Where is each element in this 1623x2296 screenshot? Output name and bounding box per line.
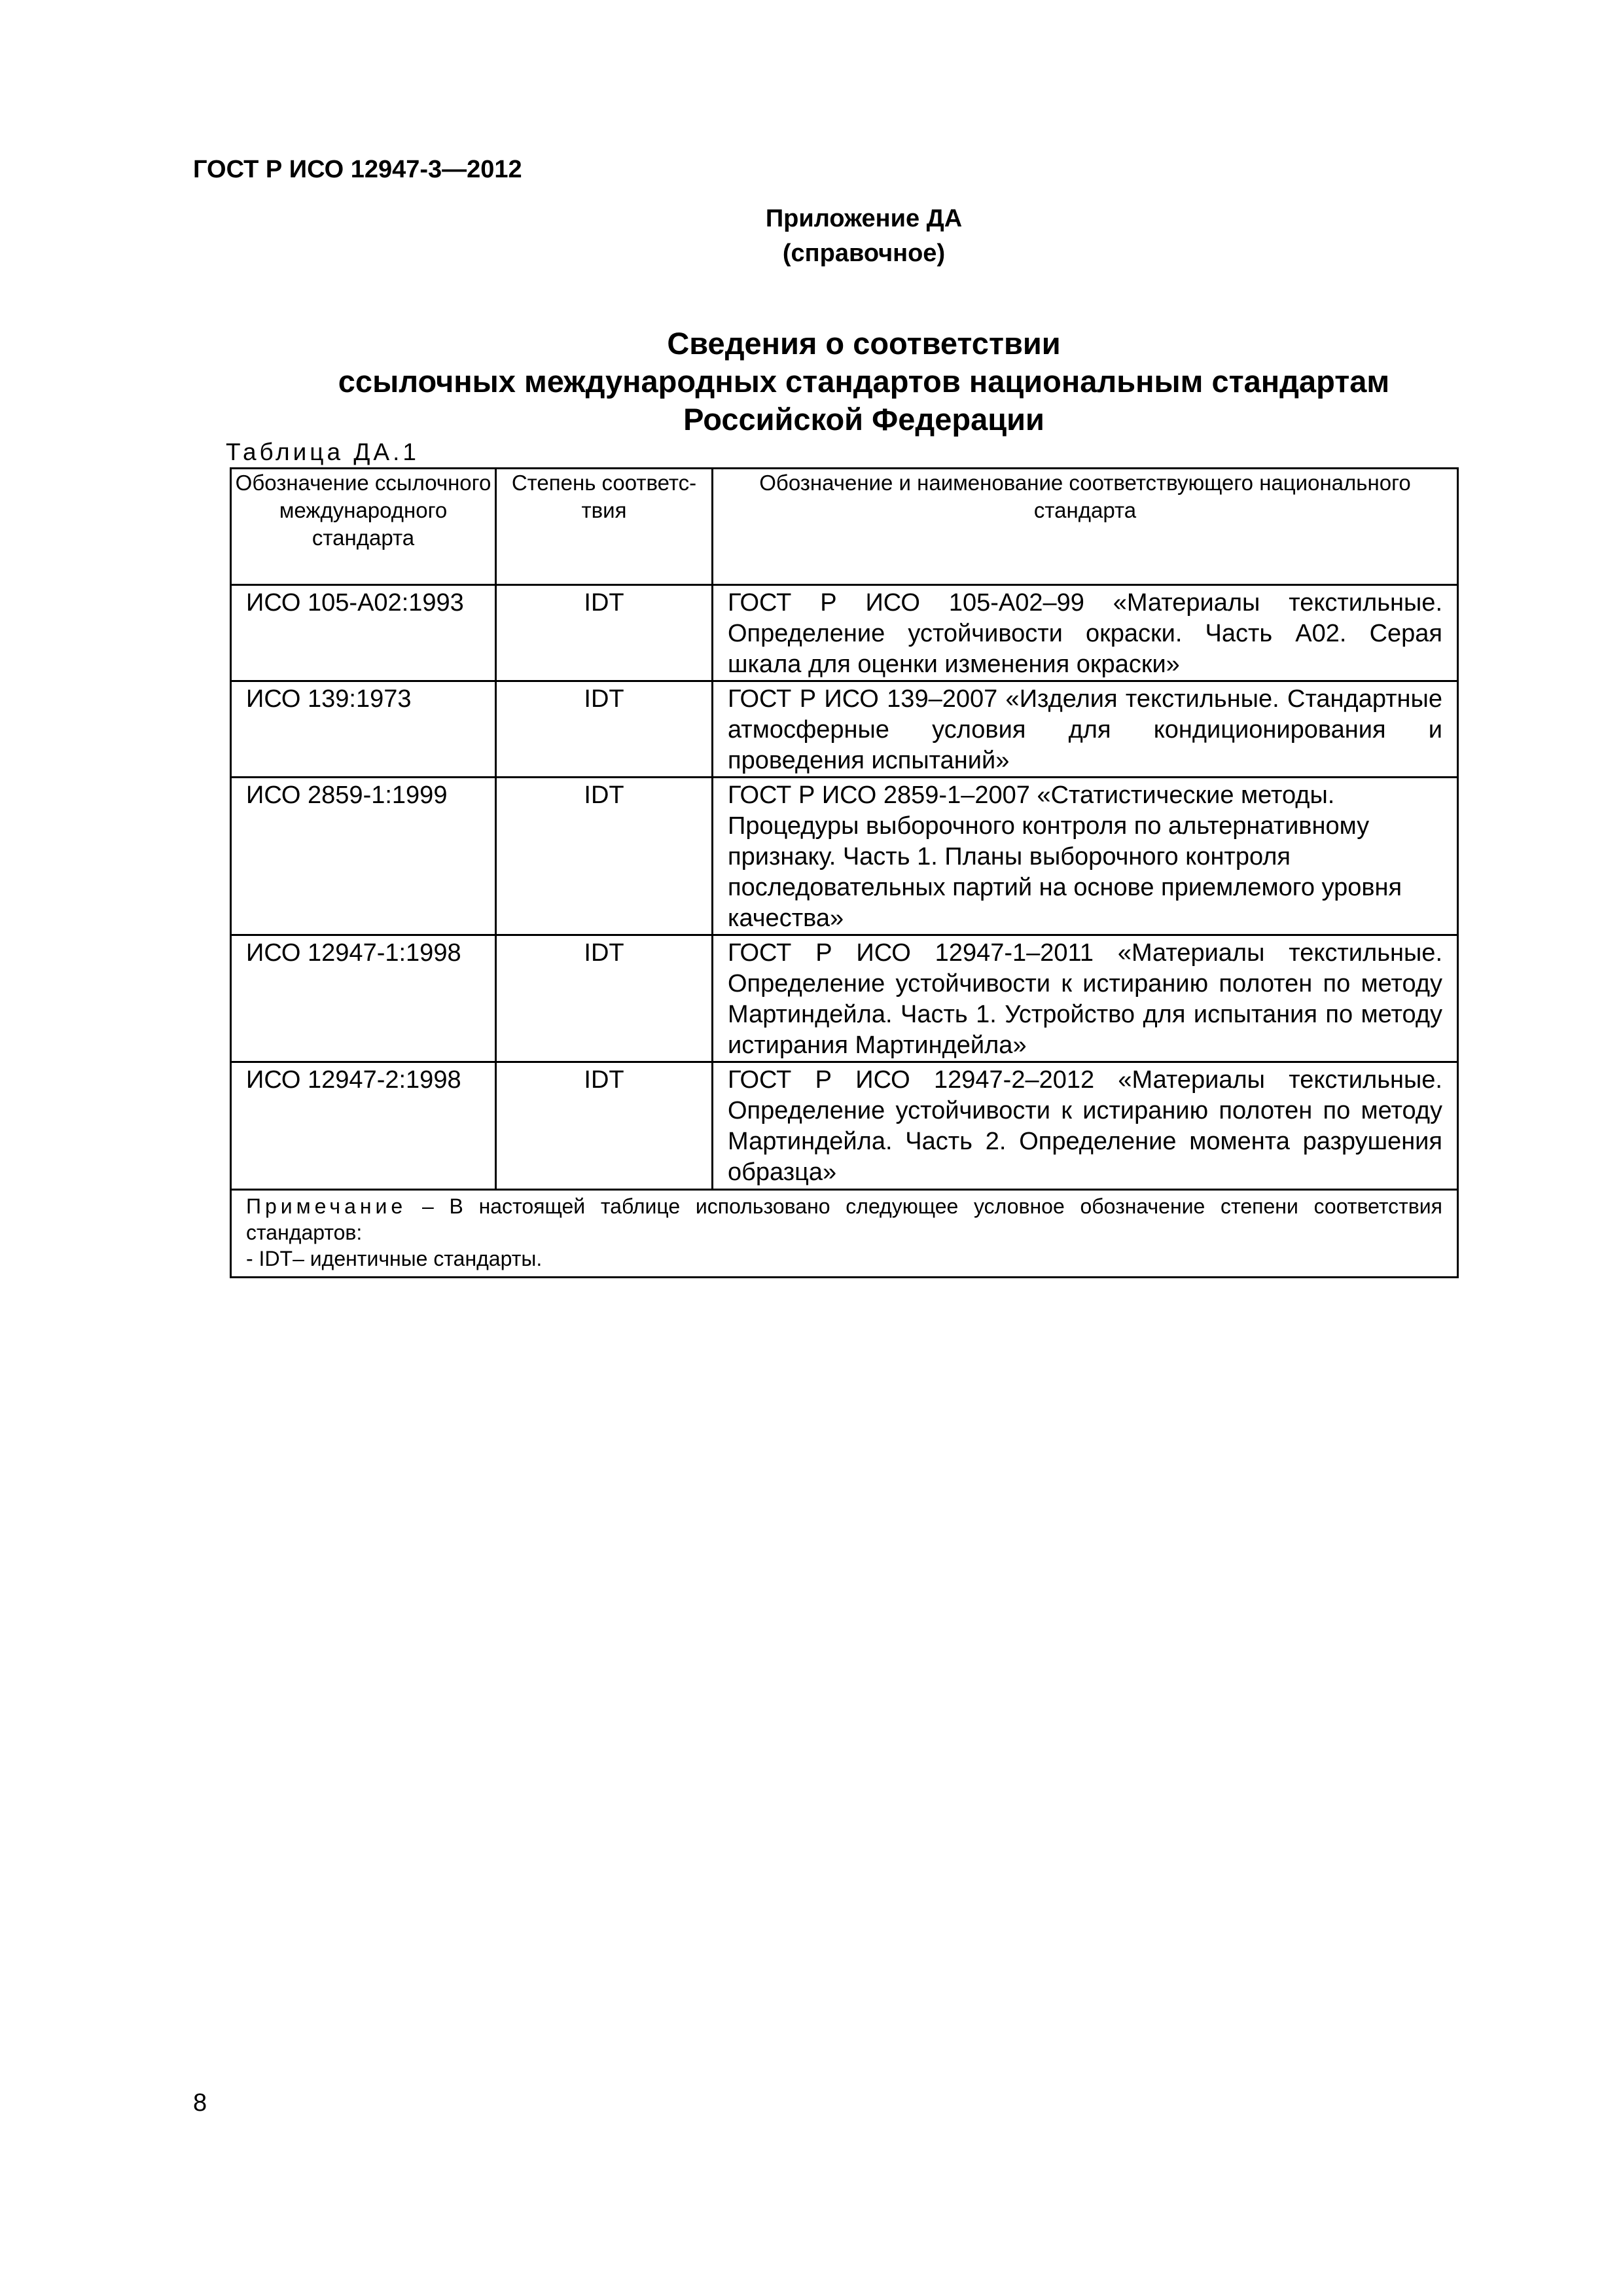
document-code: ГОСТ Р ИСО 12947-3—2012 (193, 156, 522, 183)
page-number: 8 (193, 2089, 207, 2117)
standards-correspondence-table (230, 467, 1459, 1278)
note-label: Примечание (246, 1194, 407, 1218)
section-title-line-3: Российской Федерации (683, 402, 1044, 437)
intl-standard-cell: ИСО 12947-2:1998 (231, 1062, 496, 1190)
table-row (231, 778, 1458, 935)
table-caption: Таблица ДА.1 (226, 439, 419, 465)
section-title (249, 325, 1479, 439)
header-degree: Степень соответс- твия (496, 469, 713, 585)
section-title-line-2: ссылочных международных стандартов национальным стандартам (338, 364, 1390, 399)
table-row (231, 935, 1458, 1062)
degree-cell: IDT (496, 585, 713, 681)
national-standard-cell: ГОСТ Р ИСО 2859-1–2007 «Статистические методы. Процедуры выборочного контроля по альтернативному признаку. Часть 1. Планы выборочного контроля последовательных партий на основе приемлемого уровня качества» (713, 778, 1458, 935)
degree-cell: IDT (496, 1062, 713, 1190)
degree-cell: IDT (496, 681, 713, 778)
intl-standard-cell: ИСО 139:1973 (231, 681, 496, 778)
intl-standard-cell: ИСО 12947-1:1998 (231, 935, 496, 1062)
annex-subtitle: (справочное) (782, 240, 946, 267)
table-note-row (231, 1190, 1458, 1278)
national-standard-cell: ГОСТ Р ИСО 139–2007 «Изделия текстильные. Стандартные атмосферные условия для кондиционирования и проведения испытаний» (713, 681, 1458, 778)
degree-cell: IDT (496, 778, 713, 935)
degree-cell: IDT (496, 935, 713, 1062)
table-row (231, 681, 1458, 778)
national-standard-cell: ГОСТ Р ИСО 12947-2–2012 «Материалы текстильные. Определение устойчивости к истиранию полотен по методу Мартиндейла. Часть 2. Определение момента разрушения образца» (713, 1062, 1458, 1190)
intl-standard-cell: ИСО 105-А02:1993 (231, 585, 496, 681)
table-row (231, 585, 1458, 681)
note-text: – В настоящей таблице использовано следующее условное обозначение степени соответствия стандартов: (246, 1194, 1442, 1244)
section-title-line-1: Сведения о соответствии (667, 326, 1061, 361)
header-national-standard: Обозначение и наименование соответствующего национального стандарта (713, 469, 1458, 585)
header-intl-standard: Обозначение ссылочного международного стандарта (231, 469, 496, 585)
national-standard-cell: ГОСТ Р ИСО 12947-1–2011 «Материалы текстильные. Определение устойчивости к истиранию полотен по методу Мартиндейла. Часть 1. Устройство для испытания по методу истирания Мартиндейла» (713, 935, 1458, 1062)
national-standard-cell: ГОСТ Р ИСО 105-А02–99 «Материалы текстильные. Определение устойчивости окраски. Часть А02. Серая шкала для оценки изменения окраски» (713, 585, 1458, 681)
annex-heading (681, 202, 1047, 271)
note-item: - IDT– идентичные стандарты. (246, 1247, 543, 1270)
table-note (231, 1190, 1458, 1278)
intl-standard-cell: ИСО 2859-1:1999 (231, 778, 496, 935)
annex-title: Приложение ДА (765, 205, 963, 232)
table-row (231, 1062, 1458, 1190)
table-header-row (231, 469, 1458, 585)
